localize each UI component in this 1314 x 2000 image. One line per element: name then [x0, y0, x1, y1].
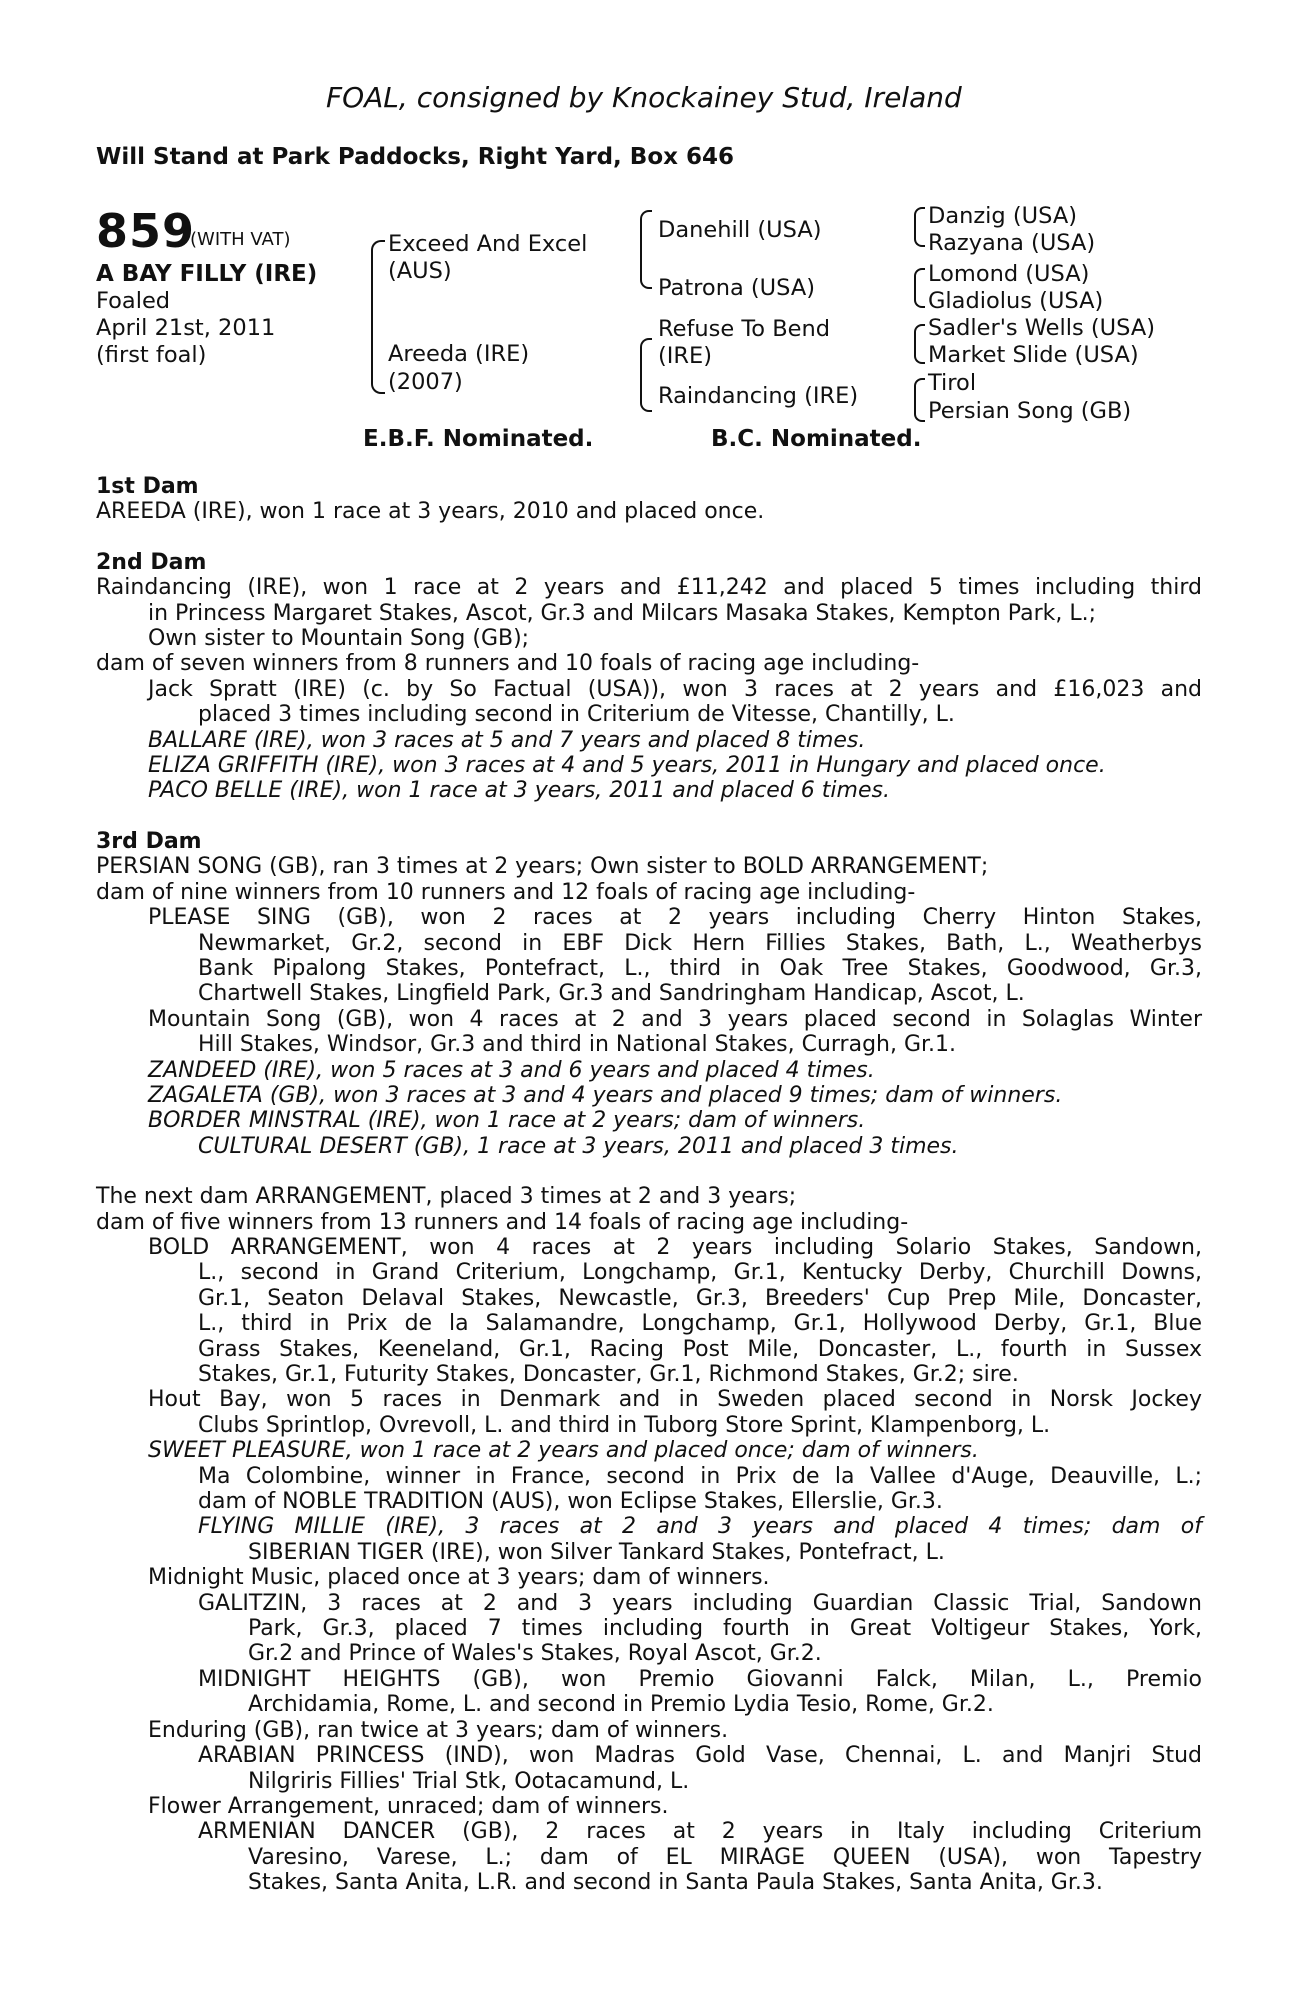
text-line: SWEET PLEASURE, won 1 race at 2 years and placed once; dam of winners. — [148, 1438, 979, 1464]
dam-name: Areeda (IRE) — [388, 341, 530, 367]
text-line: Archidamia, Rome, L. and second in Premio Lydia Tesio, Rome, Gr.2. — [248, 1692, 994, 1718]
gg-ancestor: Razyana (USA) — [928, 230, 1096, 256]
gg-ancestor: Market Slide (USA) — [928, 342, 1139, 368]
gg-ancestor: Danzig (USA) — [928, 203, 1077, 229]
text-line: Bank Pipalong Stakes, Pontefract, L., third in Oak Tree Stakes, Goodwood, Gr.3, — [198, 955, 1202, 981]
gg-ancestor: Persian Song (GB) — [928, 398, 1132, 424]
text-line: Midnight Music, placed once at 3 years; dam of winners. — [148, 1565, 770, 1591]
text-line: Varesino, Varese, L.; dam of EL MIRAGE QUEEN (USA), won Tapestry — [248, 1844, 1202, 1870]
gg-ancestor: Gladiolus (USA) — [928, 288, 1104, 314]
lot-number: 859 — [96, 204, 196, 258]
sire-name: Exceed And Excel — [388, 231, 588, 257]
text-line: L., second in Grand Criterium, Longchamp, Gr.1, Kentucky Derby, Churchill Downs, — [198, 1260, 1202, 1286]
foaled-date: April 21st, 2011 — [96, 315, 276, 341]
text-line: dam of nine winners from 10 runners and 12 foals of racing age including- — [96, 879, 916, 905]
text-line: Mountain Song (GB), won 4 races at 2 and 3 years placed second in Solaglas Winter — [148, 1006, 1202, 1032]
text-line: Jack Spratt (IRE) (c. by So Factual (USA)), won 3 races at 2 years and £16,023 and — [148, 676, 1202, 702]
text-line: dam of five winners from 13 runners and 14 foals of racing age including- — [96, 1209, 909, 1235]
text-line: in Princess Margaret Stakes, Ascot, Gr.3 and Milcars Masaka Stakes, Kempton Park, L.; — [148, 600, 1096, 626]
text-line: Flower Arrangement, unraced; dam of winners. — [148, 1793, 669, 1819]
bc-nominated: B.C. Nominated. — [711, 426, 922, 452]
text-line: Nilgriris Fillies' Trial Stk, Ootacamund, L. — [248, 1768, 690, 1794]
text-line: GALITZIN, 3 races at 2 and 3 years including Guardian Classic Trial, Sandown — [198, 1590, 1202, 1616]
page-header: FOAL, consigned by Knockainey Stud, Ireland — [326, 81, 962, 114]
foaled-label: Foaled — [96, 288, 171, 314]
text-line: Chartwell Stakes, Lingfield Park, Gr.3 and Sandringham Handicap, Ascot, L. — [198, 981, 1025, 1007]
brace-sire-dam — [371, 240, 385, 394]
text-line: placed 3 times including second in Criterium de Vitesse, Chantilly, L. — [198, 702, 955, 728]
text-line: Hout Bay, won 5 races in Denmark and in Sweden placed second in Norsk Jockey — [148, 1387, 1202, 1413]
first-foal-note: (first foal) — [96, 342, 207, 368]
text-line: Park, Gr.3, placed 7 times including fourth in Great Voltigeur Stakes, York, — [248, 1616, 1202, 1642]
text-line: ELIZA GRIFFITH (IRE), won 3 races at 4 and 5 years, 2011 in Hungary and placed once. — [148, 753, 1106, 779]
sire-country: (AUS) — [388, 258, 452, 284]
text-line: ARABIAN PRINCESS (IND), won Madras Gold Vase, Chennai, L. and Manjri Stud — [198, 1743, 1202, 1769]
section-heading-1st-dam: 1st Dam — [96, 474, 199, 499]
text-line: BOLD ARRANGEMENT, won 4 races at 2 years including Solario Stakes, Sandown, — [148, 1234, 1202, 1260]
gg-ancestor: Lomond (USA) — [928, 261, 1090, 287]
lot-title: A BAY FILLY (IRE) — [96, 261, 318, 287]
text-line: Raindancing (IRE), won 1 race at 2 years and £11,242 and placed 5 times including third — [96, 575, 1202, 601]
text-line: ZANDEED (IRE), won 5 races at 3 and 6 years and placed 4 times. — [148, 1057, 875, 1083]
text-line: L., third in Prix de la Salamandre, Longchamp, Gr.1, Hollywood Derby, Gr.1, Blue — [198, 1311, 1202, 1337]
text-line: Newmarket, Gr.2, second in EBF Dick Hern Fillies Stakes, Bath, L., Weatherbys — [198, 930, 1202, 956]
section-heading-2nd-dam: 2nd Dam — [96, 549, 207, 575]
text-line: Clubs Sprintlop, Ovrevoll, L. and third in Tuborg Store Sprint, Klampenborg, L. — [198, 1412, 1051, 1438]
brace-dam — [640, 338, 652, 412]
text-line: Gr.1, Seaton Delaval Stakes, Newcastle, Gr.3, Breeders' Cup Prep Mile, Doncaster, — [198, 1285, 1202, 1311]
text-line: dam of seven winners from 8 runners and 10 foals of racing age including- — [96, 651, 920, 677]
gg-ancestor: Tirol — [928, 370, 977, 396]
text-line: FLYING MILLIE (IRE), 3 races at 2 and 3 years and placed 4 times; dam of — [198, 1514, 1202, 1540]
grandsire-2-country: (IRE) — [658, 343, 713, 369]
text-line: Grass Stakes, Keeneland, Gr.1, Racing Post Mile, Doncaster, L., fourth in Sussex — [198, 1336, 1202, 1362]
text-line: CULTURAL DESERT (GB), 1 race at 3 years, 2011 and placed 3 times. — [198, 1133, 959, 1159]
dam-year: (2007) — [388, 369, 463, 395]
text-line: BORDER MINSTRAL (IRE), won 1 race at 2 years; dam of winners. — [148, 1108, 866, 1134]
text-line: SIBERIAN TIGER (IRE), won Silver Tankard Stakes, Pontefract, L. — [248, 1539, 945, 1565]
text-line: Stakes, Santa Anita, L.R. and second in Santa Paula Stakes, Santa Anita, Gr.3. — [248, 1870, 1103, 1896]
gg-ancestor: Sadler's Wells (USA) — [928, 315, 1156, 341]
brace-gg1 — [914, 207, 925, 247]
vat-note: (WITH VAT) — [190, 229, 291, 250]
brace-gg4 — [914, 378, 925, 422]
text-line: PACO BELLE (IRE), won 1 race at 3 years, 2011 and placed 6 times. — [148, 778, 890, 804]
text-line: Own sister to Mountain Song (GB); — [148, 626, 530, 652]
text-line: Hill Stakes, Windsor, Gr.3 and third in National Stakes, Curragh, Gr.1. — [198, 1032, 957, 1058]
text-line: dam of NOBLE TRADITION (AUS), won Eclipse Stakes, Ellerslie, Gr.3. — [198, 1489, 943, 1515]
text-line: The next dam ARRANGEMENT, placed 3 times at 2 and 3 years; — [96, 1184, 797, 1210]
section-heading-3rd-dam: 3rd Dam — [96, 828, 202, 854]
granddam-2: Raindancing (IRE) — [658, 383, 859, 409]
text-line: BALLARE (IRE), won 3 races at 5 and 7 years and placed 8 times. — [148, 727, 866, 753]
text-line: Ma Colombine, winner in France, second in Prix de la Vallee d'Auge, Deauville, L.; — [198, 1463, 1202, 1489]
text-line: ARMENIAN DANCER (GB), 2 races at 2 years in Italy including Criterium — [198, 1819, 1202, 1845]
granddam-1: Patrona (USA) — [658, 275, 816, 301]
text-line: PLEASE SING (GB), won 2 races at 2 years including Cherry Hinton Stakes, — [148, 905, 1202, 931]
brace-gg2 — [914, 268, 925, 308]
text-line: MIDNIGHT HEIGHTS (GB), won Premio Giovanni Falck, Milan, L., Premio — [198, 1666, 1202, 1692]
text-line: PERSIAN SONG (GB), ran 3 times at 2 years; Own sister to BOLD ARRANGEMENT; — [96, 854, 989, 880]
text-line: Stakes, Gr.1, Futurity Stakes, Doncaster, Gr.1, Richmond Stakes, Gr.2; sire. — [198, 1362, 1019, 1387]
brace-gg3 — [914, 324, 925, 364]
text-line: ZAGALETA (GB), won 3 races at 3 and 4 years and placed 9 times; dam of winners. — [148, 1082, 1063, 1108]
brace-sire — [640, 210, 652, 289]
text-line: AREEDA (IRE), won 1 race at 3 years, 2010 and placed once. — [96, 499, 765, 525]
grandsire-1: Danehill (USA) — [658, 217, 822, 243]
grandsire-2: Refuse To Bend — [658, 316, 831, 342]
stand-location: Will Stand at Park Paddocks, Right Yard, Box 646 — [96, 144, 734, 170]
ebf-nominated: E.B.F. Nominated. — [363, 426, 594, 452]
text-line: Enduring (GB), ran twice at 3 years; dam of winners. — [148, 1717, 729, 1743]
text-line: Gr.2 and Prince of Wales's Stakes, Royal Ascot, Gr.2. — [248, 1641, 822, 1667]
catalogue-text — [96, 474, 1202, 1896]
